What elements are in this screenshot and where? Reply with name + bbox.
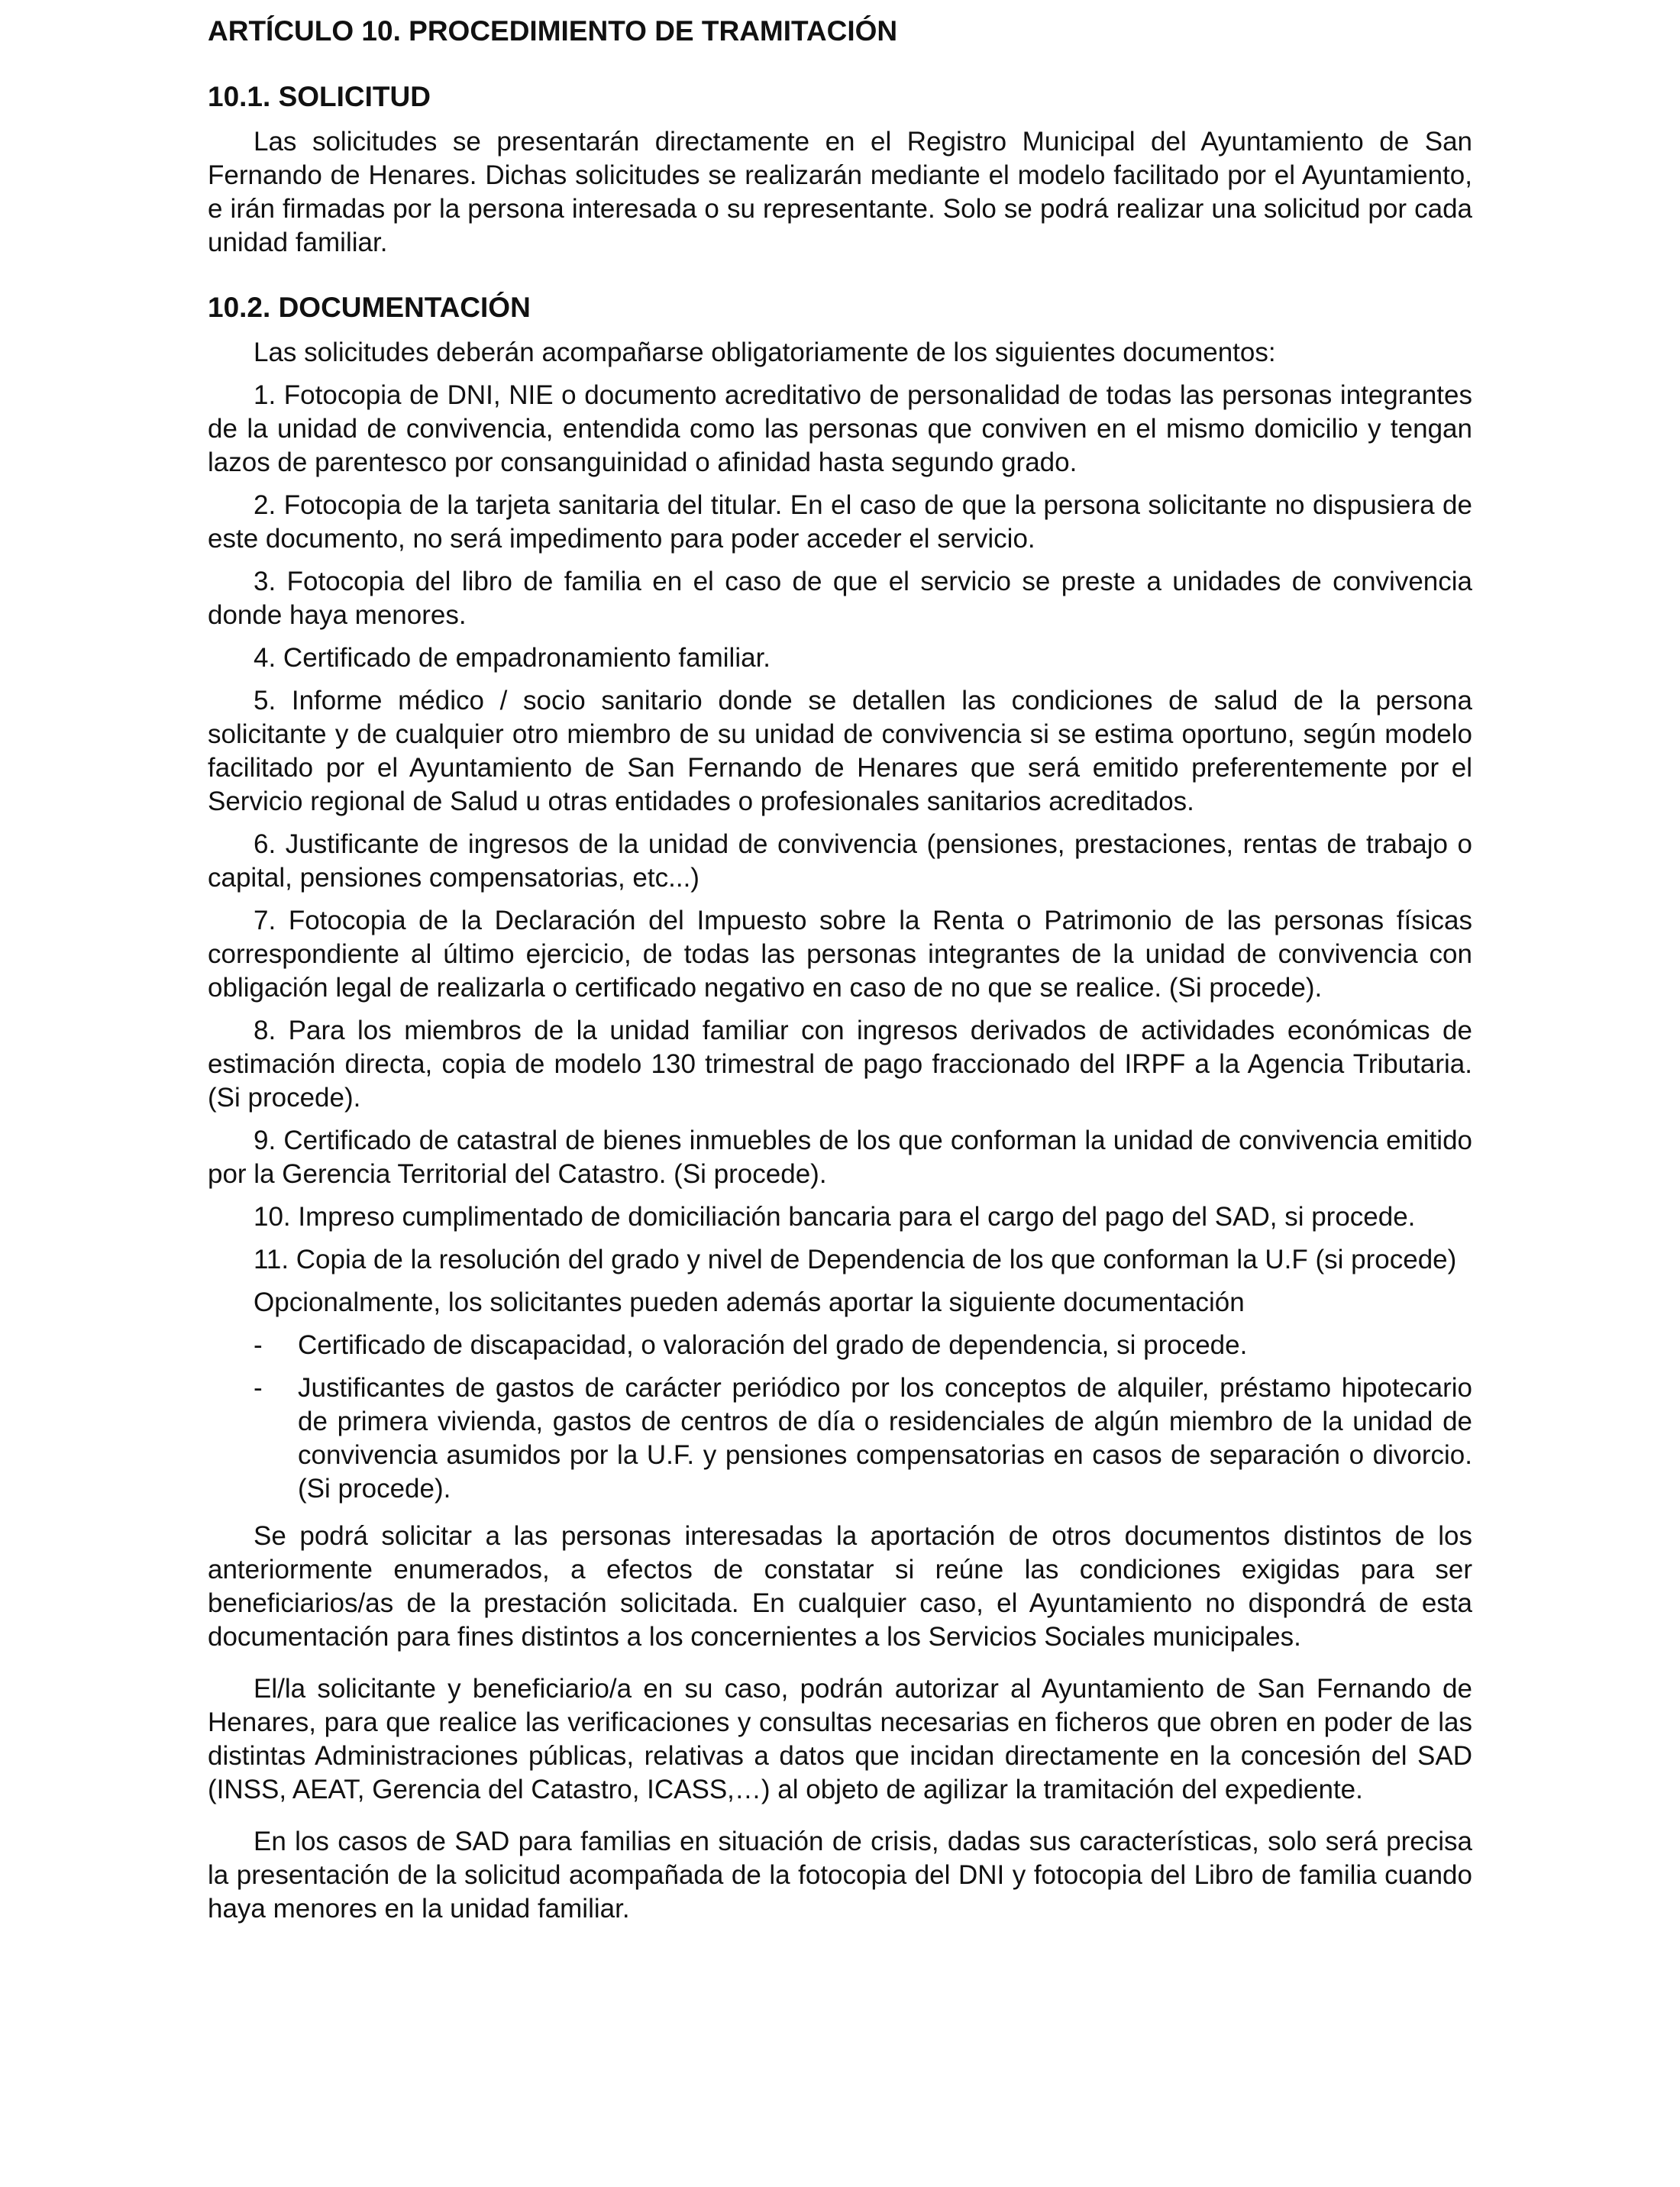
closing-paragraph: En los casos de SAD para familias en situación de crisis, dadas sus características, solo será precisa la presentación de la solicitud acompañada de la fotocopia del DNI y fotocopia del Libro de familia cuando haya menores en la unidad familiar. bbox=[208, 1827, 1472, 1924]
optional-list bbox=[254, 1329, 1472, 1506]
dash-marker: - bbox=[254, 1373, 263, 1403]
optional-item-text: Certificado de discapacidad, o valoración del grado de dependencia, si procede. bbox=[298, 1330, 1248, 1360]
document-item: 9. Certificado de catastral de bienes inmuebles de los que conforman la unidad de convivencia emitido por la Gerencia Territorial del Catastro. (Si procede). bbox=[208, 1126, 1472, 1189]
document-item: 2. Fotocopia de la tarjeta sanitaria del titular. En el caso de que la persona solicitante no dispusiera de este documento, no será impedimento para poder acceder el servicio. bbox=[208, 490, 1472, 554]
document-item: 10. Impreso cumplimentado de domiciliación bancaria para el cargo del pago del SAD, si procede. bbox=[254, 1202, 1416, 1232]
documentacion-intro: Las solicitudes deberán acompañarse obligatoriamente de los siguientes documentos: bbox=[254, 338, 1276, 367]
document-item: 3. Fotocopia del libro de familia en el caso de que el servicio se preste a unidades de convivencia donde haya menores. bbox=[208, 567, 1472, 630]
document-item: 4. Certificado de empadronamiento familiar. bbox=[254, 643, 771, 673]
optional-item bbox=[254, 1371, 1472, 1506]
document-item: 8. Para los miembros de la unidad familiar con ingresos derivados de actividades económicas de estimación directa, copia de modelo 130 trimestral de pago fraccionado del IRPF a la Agencia Tributaria. (Si procede). bbox=[208, 1016, 1472, 1113]
section-heading-solicitud: 10.1. SOLICITUD bbox=[208, 81, 431, 112]
dash-marker: - bbox=[254, 1330, 263, 1360]
document-item: 5. Informe médico / socio sanitario donde se detallen las condiciones de salud de la persona solicitante y de cualquier otro miembro de su unidad de convivencia si se estima oportuno, según modelo facilitado por el Ayuntamiento de San Fernando de Henares que será emitido preferentemente por el Servicio regional de Salud u otras entidades o profesionales sanitarios acreditados. bbox=[208, 686, 1472, 816]
optional-item bbox=[254, 1329, 1472, 1362]
document-item: 7. Fotocopia de la Declaración del Impuesto sobre la Renta o Patrimonio de las personas físicas correspondiente al último ejercicio, de todas las personas integrantes de la unidad de convivencia con obligación legal de realizarla o certificado negativo en caso de no que se realice. (Si procede). bbox=[208, 906, 1472, 1003]
closing-paragraph: El/la solicitante y beneficiario/a en su caso, podrán autorizar al Ayuntamiento de San Fernando de Henares, para que realice las verificaciones y consultas necesarias en ficheros que obren en poder de las distintas Administraciones públicas, relativas a datos que incidan directamente en la concesión del SAD (INSS, AEAT, Gerencia del Catastro, ICASS,…) al objeto de agilizar la tramitación del expediente. bbox=[208, 1674, 1472, 1804]
section-heading-documentacion: 10.2. DOCUMENTACIÓN bbox=[208, 292, 531, 323]
paragraph-spacer bbox=[208, 1816, 1472, 1825]
optional-item-text: Justificantes de gastos de carácter periódico por los conceptos de alquiler, préstamo hipotecario de primera vivienda, gastos de centros de día o residenciales de algún miembro de la unidad de convivencia asumidos por la U.F. y pensiones compensatorias en casos de separación o divorcio. (Si procede). bbox=[298, 1373, 1472, 1504]
optional-intro: Opcionalmente, los solicitantes pueden además aportar la siguiente documentación bbox=[254, 1287, 1245, 1317]
document-item: 6. Justificante de ingresos de la unidad de convivencia (pensiones, prestaciones, rentas de trabajo o capital, pensiones compensatorias, etc...) bbox=[208, 829, 1472, 893]
document-item: 11. Copia de la resolución del grado y nivel de Dependencia de los que conforman la U.F (si procede) bbox=[254, 1245, 1457, 1274]
article-title: ARTÍCULO 10. PROCEDIMIENTO DE TRAMITACIÓN bbox=[208, 15, 898, 47]
document-item: 1. Fotocopia de DNI, NIE o documento acreditativo de personalidad de todas las personas integrantes de la unidad de convivencia, entendida como las personas que conviven en el mismo domicilio y tengan lazos de parentesco por consanguinidad o afinidad hasta segundo grado. bbox=[208, 380, 1472, 477]
solicitud-paragraph: Las solicitudes se presentarán directamente en el Registro Municipal del Ayuntamiento de San Fernando de Henares. Dichas solicitudes se realizarán mediante el modelo facilitado por el Ayuntamiento, e irán firmadas por la persona interesada o su representante. Solo se podrá realizar una solicitud por cada unidad familiar. bbox=[208, 127, 1472, 257]
paragraph-spacer bbox=[208, 1663, 1472, 1672]
closing-paragraph: Se podrá solicitar a las personas interesadas la aportación de otros documentos distintos de los anteriormente enumerados, a efectos de constatar si reúne las condiciones exigidas para ser beneficiarios/as de la prestación solicitada. En cualquier caso, el Ayuntamiento no dispondrá de esta documentación para fines distintos a los concernientes a los Servicios Sociales municipales. bbox=[208, 1521, 1472, 1652]
